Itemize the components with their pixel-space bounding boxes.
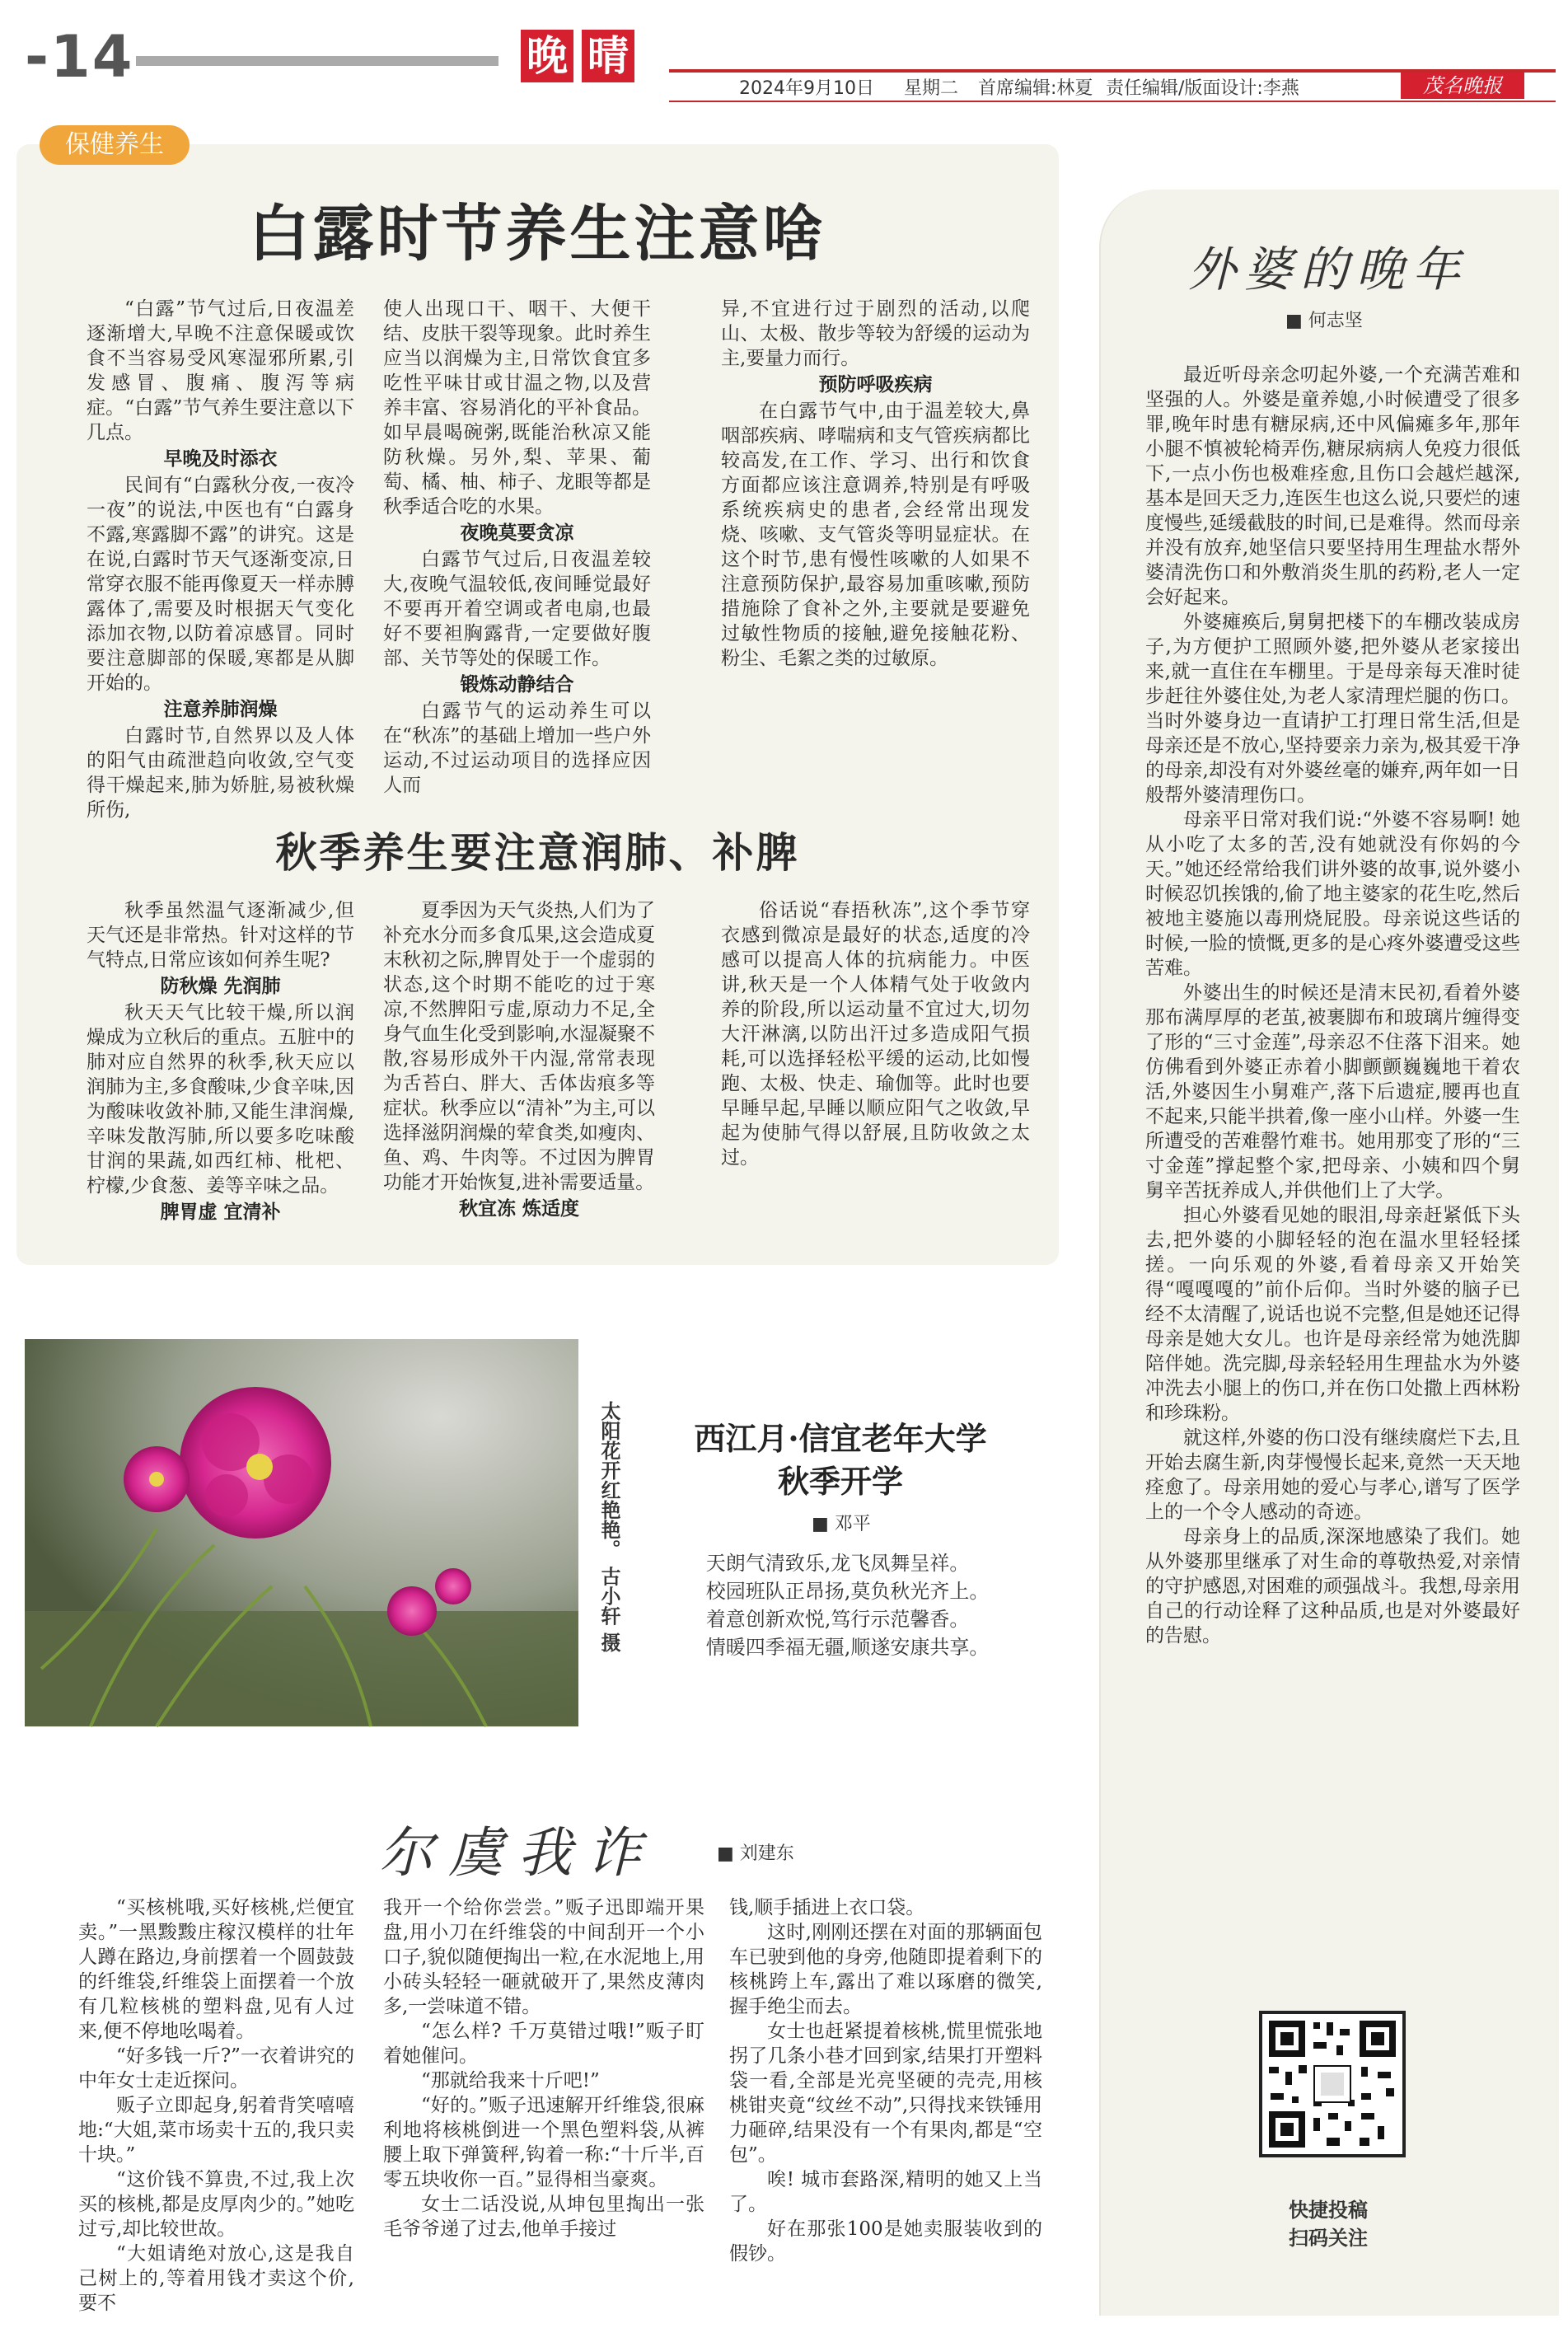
paragraph: 白露节气过后,日夜温差较大,夜晚气温较低,夜间睡觉最好不要再开着空调或者电扇,也最好不要袒胸露背,一定要做好腹部、关节等处的保暖工作。 — [383, 549, 651, 669]
brand-char-2: 晴 — [582, 30, 634, 82]
paragraph: “怎么样? 千万莫错过哦!”贩子盯着她催问。 — [383, 2021, 704, 2067]
paragraph: “大姐请绝对放心,这是我自己树上的,等着用钱才卖这个价,要不 — [78, 2243, 354, 2314]
paragraph: 唉! 城市套路深,精明的她又上当了。 — [729, 2169, 1042, 2215]
issue-date: 2024年9月10日 — [739, 78, 874, 99]
poem-line: 天朗气清致乐,龙飞凤舞呈祥。 — [705, 1552, 970, 1575]
poem-title-line-2: 秋季开学 — [777, 1463, 903, 1500]
paragraph: 最近听母亲念叨起外婆,一个充满苦难和坚强的人。外婆是童养媳,小时候遭受了很多罪,晚年时患有糖尿病,还中风偏瘫多年,那年小腿不慎被轮椅弄伤,糖尿病病人免疫力很低下,一点小伤也极难痊愈,且伤口会越烂越深,基本是回天乏力,连医生也这么说,只要烂的速度慢些,延缓截肢的时间,已是难得。然而母亲并没有放弃,她坚信只要坚持用生理盐水帮外婆清洗伤口和外敷消炎生肌的药粉,老人一定会好起来。 — [1145, 364, 1520, 608]
paragraph: 使人出现口干、咽干、大便干结、皮肤干裂等现象。此时养生应当以润燥为主,日常饮食宜多吃性平味甘或甘温之物,以及营养丰富、容易消化的平补食品。如早晨喝碗粥,既能治秋凉又能防秋燥。另外,梨、苹果、葡萄、橘、柚、柿子、龙眼等都是秋季适合吃的水果。 — [383, 298, 651, 518]
paragraph: “白露”节气过后,日夜温差逐渐增大,早晚不注意保暖或饮食不当容易受风寒湿邪所累,引发感冒、腹痛、腹泻等病症。“白露”节气养生要注意以下几点。 — [87, 298, 354, 443]
article1-title: 白露时节养生注意啥 — [248, 199, 827, 269]
paragraph: 贩子立即起身,躬着背笑嘻嘻地:“大姐,菜市场卖十五的,我只卖十块。” — [78, 2095, 354, 2166]
section-tag: 保健养生 — [40, 125, 190, 165]
essay-body — [1145, 363, 1520, 1895]
story-column-2 — [383, 1895, 704, 2312]
story-column-3 — [729, 1895, 1042, 2312]
paragraph: “好多钱一斤?”一衣着讲究的中年女士走近探问。 — [78, 2045, 354, 2091]
paragraph: “这价钱不算贵,不过,我上次买的核桃,都是皮厚肉少的。”她吃过亏,却比较世故。 — [78, 2169, 354, 2240]
paragraph: 夏季因为天气炎热,人们为了补充水分而多食瓜果,这会造成夏末秋初之际,脾胃处于一个虚弱的状态,这个时期不能吃的过于寒凉,不然脾阳亏虚,原动力不足,全身气血生化受到影响,水湿凝聚不散,容易形成外干内湿,常常表现为舌苔白、胖大、舌体齿痕多等症状。秋季应以“清补”为主,可以选择滋阴润燥的荤食类,如瘦肉、鱼、鸡、牛肉等。不过因为脾胃功能才开始恢复,进补需要适量。 — [383, 900, 655, 1193]
poem-title-line-1: 西江月·信宜老年大学 — [694, 1420, 987, 1457]
paragraph: 女士也赶紧提着核桃,慌里慌张地拐了几条小巷才回到家,结果打开塑料袋一看,全部是光亮坚硬的壳壳,用核桃钳夹竟“纹丝不动”,只得找来铁锤用力砸碎,结果没有一个有果肉,都是“空包”。 — [729, 2021, 1042, 2166]
paragraph: 俗话说“春捂秋冻”,这个季节穿衣感到微凉是最好的状态,适度的冷感可以提高人体的抗病能力。中医讲,秋天是一个人体精气处于收敛内养的阶段,所以运动量不宜过大,切勿大汗淋漓,以防出汗过多造成阳气损耗,可以选择轻松平缓的运动,比如慢跑、太极、快走、瑜伽等。此时也要早睡早起,早睡以顺应阳气之收敛,早起为使肺气得以舒展,且防收敛之太过。 — [721, 900, 1030, 1169]
issue-weekday: 星期二 — [904, 78, 959, 99]
paragraph: 女士二话没说,从坤包里掏出一张毛爷爷递了过去,他单手接过 — [383, 2194, 704, 2240]
page-number: -14 — [25, 23, 134, 91]
subheading: 早晚及时添衣 — [163, 448, 278, 470]
subheading: 防秋燥 先润肺 — [160, 976, 281, 997]
paragraph: 钱,顺手插进上衣口袋。 — [729, 1897, 925, 1918]
poem-line: 着意创新欢悦,笃行示范馨香。 — [705, 1608, 970, 1631]
article2-column-3 — [721, 898, 1030, 1253]
qr-label-line-2: 扫码关注 — [1289, 2227, 1368, 2250]
header-rule — [136, 56, 498, 66]
story-column-1 — [78, 1895, 354, 2312]
subheading: 预防呼吸疾病 — [818, 374, 933, 396]
subheading: 秋宜冻 炼适度 — [458, 1198, 579, 1220]
paragraph: 这时,刚刚还摆在对面的那辆面包车已驶到他的身旁,他随即提着剩下的核桃跨上车,露出了难以琢磨的微笑,握手绝尘而去。 — [729, 1922, 1042, 2017]
paragraph: 我开一个给你尝尝。”贩子迅即端开果盘,用小刀在纤维袋的中间刮开一个小口子,貌似随便掏出一粒,在水泥地上,用小砖头轻轻一砸就破开了,果然皮薄肉多,一尝味道不错。 — [383, 1897, 704, 2017]
qr-label-line-1: 快捷投稿 — [1289, 2199, 1368, 2222]
newspaper-logo: 茂名晚报 — [1401, 73, 1524, 99]
story-byline: ■ 刘建东 — [717, 1843, 794, 1864]
paragraph: 外婆出生的时候还是清末民初,看着外婆那布满厚厚的老茧,被裹脚布和玻璃片缠得变了形的“三寸金莲”,母亲忍不住落下泪来。她仿佛看到外婆正赤着小脚颤颤巍巍地干着农活,外婆因生小舅难产,落下后遗症,腰再也直不起来,只能半拱着,像一座小山样。外婆一生所遭受的苦难罄竹难书。她用那变了形的“三寸金莲”撑起整个家,把母亲、小姨和四个舅舅辛苦抚养成人,并供他们上了大学。 — [1145, 982, 1520, 1201]
paragraph: 担心外婆看见她的眼泪,母亲赶紧低下头去,把外婆的小脚轻轻的泡在温水里轻轻揉搓。一向乐观的外婆,看着母亲又开始笑得“嘎嘎嘎的”前仆后仰。当时外婆的脑子已经不太清醒了,说话也说不完整,但是她还记得母亲是她大女儿。也许是母亲经常为她洗脚陪伴她。洗完脚,母亲轻轻用生理盐水为外婆冲洗去小腿上的伤口,并在伤口处撒上西林粉和珍珠粉。 — [1145, 1205, 1520, 1424]
poem-body — [682, 1549, 1061, 1661]
paragraph: “好的。”贩子迅速解开纤维袋,很麻利地将核桃倒进一个黑色塑料袋,从裤腰上取下弹簧秤,钩着一称:“十斤半,百零五块收你一百。”显得相当豪爽。 — [383, 2095, 704, 2190]
poem-line: 情暖四季福无疆,顺遂安康共享。 — [705, 1636, 990, 1659]
essay-byline: ■ 何志坚 — [1285, 311, 1363, 331]
paragraph: 外婆瘫痪后,舅舅把楼下的车棚改装成房子,为方便护工照顾外婆,把外婆从老家接出来,就一直住在车棚里。于是母亲每天准时徒步赶往外婆住处,为老人家清理烂腿的伤口。当时外婆身边一直请护工打理日常生活,但是母亲还是不放心,坚持要亲力亲为,极其爱干净的母亲,却没有对外婆丝毫的嫌弃,两年如一日般帮外婆清理伤口。 — [1145, 611, 1520, 806]
paragraph: “那就给我来十斤吧!” — [421, 2070, 600, 2091]
paragraph: 民间有“白露秋分夜,一夜冷一夜”的说法,中医也有“白露身不露,寒露脚不露”的讲究。这是在说,白露时节天气逐渐变凉,日常穿衣服不能再像夏天一样赤膊露体了,需要及时根据天气变化添加衣物,以防着凉感冒。同时要注意脚部的保暖,寒都是从脚开始的。 — [87, 475, 354, 694]
subheading: 夜晚莫要贪凉 — [460, 522, 574, 544]
essay-title: 外婆的晚年 — [1187, 241, 1468, 297]
article1-column-3 — [721, 297, 1030, 758]
poem-title — [634, 1417, 1046, 1503]
poem-line: 校园班队正昂扬,莫负秋光齐上。 — [705, 1580, 990, 1603]
paragraph: 秋天天气比较干燥,所以润燥成为立秋后的重点。五脏中的肺对应自然界的秋季,秋天应以润肺为主,多食酸味,少食辛味,因为酸味收敛补肺,又能生津润燥,辛味发散泻肺,所以要多吃味酸甘润的果蔬,如西红柿、枇杷、柠檬,少食葱、姜等辛味之品。 — [87, 1002, 354, 1197]
article1-column-1 — [87, 297, 354, 821]
photo-caption: 太阳花开红艳艳。 古小轩 摄 — [597, 1401, 620, 1652]
chief-editor: 首席编辑:林夏 — [978, 78, 1093, 99]
paragraph: 母亲身上的品质,深深地感染了我们。她从外婆那里继承了对生命的尊敬热爱,对亲情的守护感恩,对困难的顽强战斗。我想,母亲用自己的行动诠释了这种品质,也是对外婆最好的告慰。 — [1145, 1526, 1520, 1646]
qr-code[interactable] — [1259, 2011, 1406, 2157]
article1-column-2 — [383, 297, 651, 796]
qr-label — [1099, 2196, 1557, 2252]
story-title: 尔虞我诈 — [379, 1821, 656, 1885]
article2-title: 秋季养生要注意润肺、补脾 — [275, 829, 800, 877]
paragraph: 就这样,外婆的伤口没有继续腐烂下去,且开始去腐生新,肉芽慢慢长起来,竟然一天天地痊愈了。母亲用她的爱心与孝心,谱写了医学上的一个令人感动的奇迹。 — [1145, 1427, 1520, 1523]
paragraph: 白露节气的运动养生可以在“秋冻”的基础上增加一些户外运动,不过运动项目的选择应因人而 — [383, 700, 651, 796]
poem-byline: ■ 邓平 — [812, 1514, 871, 1534]
section-editor: 责任编辑/版面设计:李燕 — [1106, 78, 1299, 99]
paragraph: 母亲平日常对我们说:“外婆不容易啊! 她从小吃了太多的苦,没有她就没有你妈的今天。”她还经常给我们讲外婆的故事,说外婆小时候忍饥挨饿的,偷了地主婆家的花生吃,然后被地主婆施以毒刑烧屁股。母亲说这些话的时候,一脸的愤慨,更多的是心疼外婆遭受这些苦难。 — [1145, 809, 1520, 979]
brand-char-1: 晚 — [521, 30, 573, 82]
subheading: 注意养肺润燥 — [163, 699, 278, 720]
article2-column-2 — [383, 898, 655, 1253]
paragraph: “买核桃哦,买好核桃,烂便宜卖。”一黑黢黢庄稼汉模样的壮年人蹲在路边,身前摆着一个圆鼓鼓的纤维袋,纤维袋上面摆着一个放有几粒核桃的塑料盘,见有人过来,便不停地吆喝着。 — [78, 1897, 354, 2042]
article2-column-1 — [87, 898, 354, 1253]
paragraph: 在白露节气中,由于温差较大,鼻咽部疾病、哮喘病和支气管疾病都比较高发,在工作、学习、出行和饮食方面都应该注意调养,特别是有呼吸系统疾病史的患者,会经常出现发烧、咳嗽、支气管炎等明显症状。在这个时节,患有慢性咳嗽的人如果不注意预防保护,最容易加重咳嗽,预防措施除了食补之外,主要就是要避免过敏性物质的接触,避免接触花粉、粉尘、毛絮之类的过敏原。 — [721, 400, 1030, 669]
paragraph: 秋季虽然温气逐渐减少,但天气还是非常热。针对这样的节气特点,日常应该如何养生呢? — [87, 900, 354, 971]
flower-photo — [25, 1339, 578, 1726]
subheading: 锻炼动静结合 — [460, 674, 574, 696]
paragraph: 好在那张100是她卖服装收到的假钞。 — [729, 2218, 1042, 2265]
subheading: 脾胃虚 宜清补 — [160, 1201, 281, 1223]
paragraph: 白露时节,自然界以及人体的阳气由疏泄趋向收敛,空气变得干燥起来,肺为娇脏,易被秋燥所伤, — [87, 725, 354, 821]
paragraph: 异,不宜进行过于剧烈的活动,以爬山、太极、散步等较为舒缓的运动为主,要量力而行。 — [721, 298, 1030, 369]
